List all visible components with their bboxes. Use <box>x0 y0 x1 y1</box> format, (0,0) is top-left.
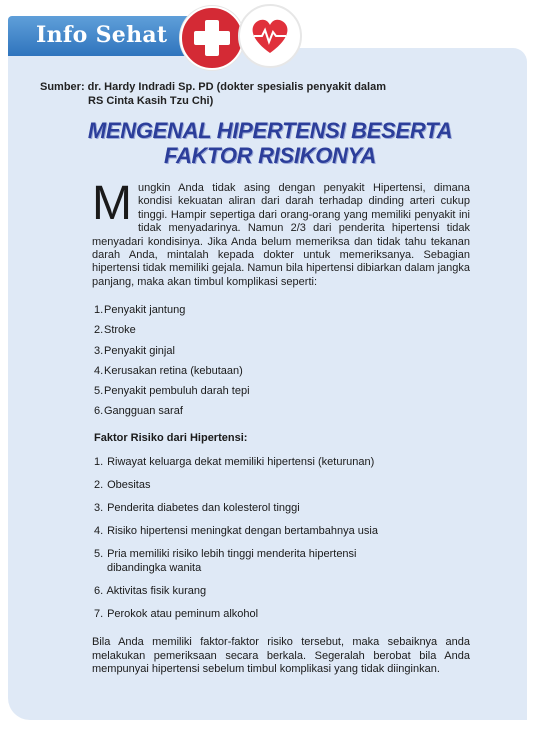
intro-paragraph <box>92 177 470 289</box>
risk-factors-heading: Faktor Risiko dari Hipertensi: <box>94 432 248 444</box>
list-item: 5.Penyakit pembuluh darah tepi <box>94 385 250 398</box>
title-line-2: FAKTOR RISIKONYA <box>164 143 376 168</box>
intro-text: ungkin Anda tidak asing dengan penyakit Hipertensi, dimana kondisi kekuatan aliran dari darah terhadap dinding arteri cukup tinggi. Hampir sepertiga dari orang-orang yang memiliki penyakit ini tidak menyadarinya. Namun 2/3 dari penderita hipertensi tidak menyadari kondisinya. Jika Anda belum memeriksa dan tidak tahu tekanan darah Anda, mintalah kepada dokter untuk memeriksanya. Sebagian hipertensi tidak memiliki gejala. Namun bila hipertensi dibiarkan dalam jangka panjang, maka akan timbul komplikasi seperti: <box>92 182 470 288</box>
title-line-1: MENGENAL HIPERTENSI BESERTA <box>87 118 453 143</box>
list-item: 6. Aktivitas fisik kurang <box>94 584 207 597</box>
list-item: 5. Pria memiliki risiko lebih tinggi menderita hipertensi dibandingka wanita <box>94 548 357 574</box>
complications-list <box>94 303 474 425</box>
closing-paragraph: Bila Anda memiliki faktor-faktor risiko tersebut, maka sebaiknya anda melakukan pemeriksaan secara berkala. Segeralah berobat bila Anda mempunyai hipertensi sebelum timbul komplikasi yang tidak diinginkan. <box>92 636 470 675</box>
source-line-1: Sumber: dr. Hardy Indradi Sp. PD (dokter spesialis penyakit dalam <box>40 81 386 93</box>
source-line-2: RS Cinta Kasih Tzu Chi) <box>88 95 214 107</box>
article-title <box>60 118 480 168</box>
risk-factors-list <box>94 456 474 631</box>
list-item: 3.Penyakit ginjal <box>94 344 175 357</box>
list-item: 4.Kerusakan retina (kebutaan) <box>94 364 243 377</box>
medical-cross-icon <box>180 6 244 70</box>
drop-cap: M <box>92 177 132 230</box>
list-item: 2. Obesitas <box>94 479 151 492</box>
section-title: Info Sehat <box>36 22 168 48</box>
list-item: 2.Stroke <box>94 324 136 337</box>
list-item: 1.Penyakit jantung <box>94 304 186 316</box>
list-item: 4. Risiko hipertensi meningkat dengan bertambahnya usia <box>94 525 378 538</box>
heart-pulse-icon <box>238 4 302 68</box>
list-item: 6.Gangguan saraf <box>94 405 183 418</box>
list-item: 7. Perokok atau peminum alkohol <box>94 608 259 621</box>
source-credit <box>40 80 500 108</box>
list-item: 3. Penderita diabetes dan kolesterol tinggi <box>94 502 300 515</box>
list-item: 1. Riwayat keluarga dekat memiliki hipertensi (keturunan) <box>94 456 375 468</box>
